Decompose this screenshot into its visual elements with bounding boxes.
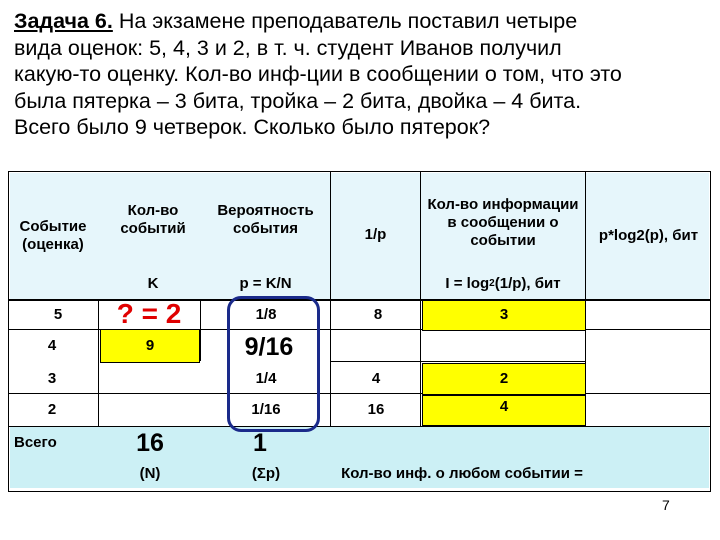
header-inverse: 1/p — [364, 226, 387, 243]
row-line-2 — [330, 361, 585, 362]
problem-line-4: была пятерка – 3 бита, тройка – 2 бита, двойка – 4 бита. — [14, 88, 582, 113]
total-label: Всего — [14, 434, 57, 451]
prob-grade-4: 9/16 — [244, 333, 294, 361]
info-grade-2: 4 — [499, 398, 509, 415]
row-line-4 — [8, 426, 711, 427]
formula-information: I = log 2 (1/p), бит — [445, 275, 561, 292]
info-grade-5: 3 — [499, 306, 509, 323]
header-event: Событие (оценка) — [19, 218, 87, 253]
probability-highlight-oval — [227, 296, 320, 432]
problem-line-2: вида оценок: 5, 4, 3 и 2, в т. ч. студент Иванов получил — [14, 35, 562, 60]
answer-count-grade-5: ? = 2 — [116, 298, 182, 329]
header-count: Кол-во событий — [120, 202, 186, 237]
problem-line-1: Задача 6. На экзамене преподаватель поставил четыре — [14, 9, 578, 33]
header-probability: Вероятность события — [217, 202, 314, 237]
footer-sigma-p: (Σp) — [251, 465, 281, 482]
inv-grade-3: 4 — [371, 370, 381, 387]
prob-grade-2: 1/16 — [251, 401, 281, 418]
slide-number: 7 — [662, 497, 670, 513]
col-divider-1 — [98, 301, 99, 426]
row-line-3 — [8, 393, 711, 394]
total-probability: 1 — [253, 429, 267, 457]
grade-5: 5 — [53, 306, 63, 323]
header-plog: p*log2(p), бит — [598, 227, 699, 244]
problem-statement — [14, 8, 714, 141]
grade-4: 4 — [47, 337, 57, 354]
col-divider-2 — [200, 301, 201, 361]
problem-title: Задача 6. — [14, 9, 113, 33]
problem-line-5: Всего было 9 четверок. Сколько было пятерок? — [14, 115, 491, 139]
formula-count: K — [147, 275, 159, 292]
problem-line-3: какую-то оценку. Кол-во инф-ции в сообщении о том, что это — [14, 62, 622, 86]
header-information: Кол-во информации в сообщении о событии — [427, 196, 579, 249]
count-grade-4: 9 — [145, 337, 155, 354]
solution-table — [8, 171, 711, 492]
inv-grade-2: 16 — [367, 401, 385, 418]
info-grade-3: 2 — [499, 370, 509, 387]
total-count: 16 — [136, 429, 164, 457]
grade-2: 2 — [47, 401, 57, 418]
grade-3: 3 — [47, 370, 57, 387]
inv-grade-5: 8 — [373, 306, 383, 323]
formula-probability: p = K/N — [239, 275, 292, 292]
footer-n: (N) — [139, 465, 161, 482]
prob-grade-5: 1/8 — [255, 306, 277, 323]
footer-any-event-note: Кол-во инф. о любом событии = — [341, 465, 583, 482]
prob-grade-3: 1/4 — [255, 370, 277, 387]
